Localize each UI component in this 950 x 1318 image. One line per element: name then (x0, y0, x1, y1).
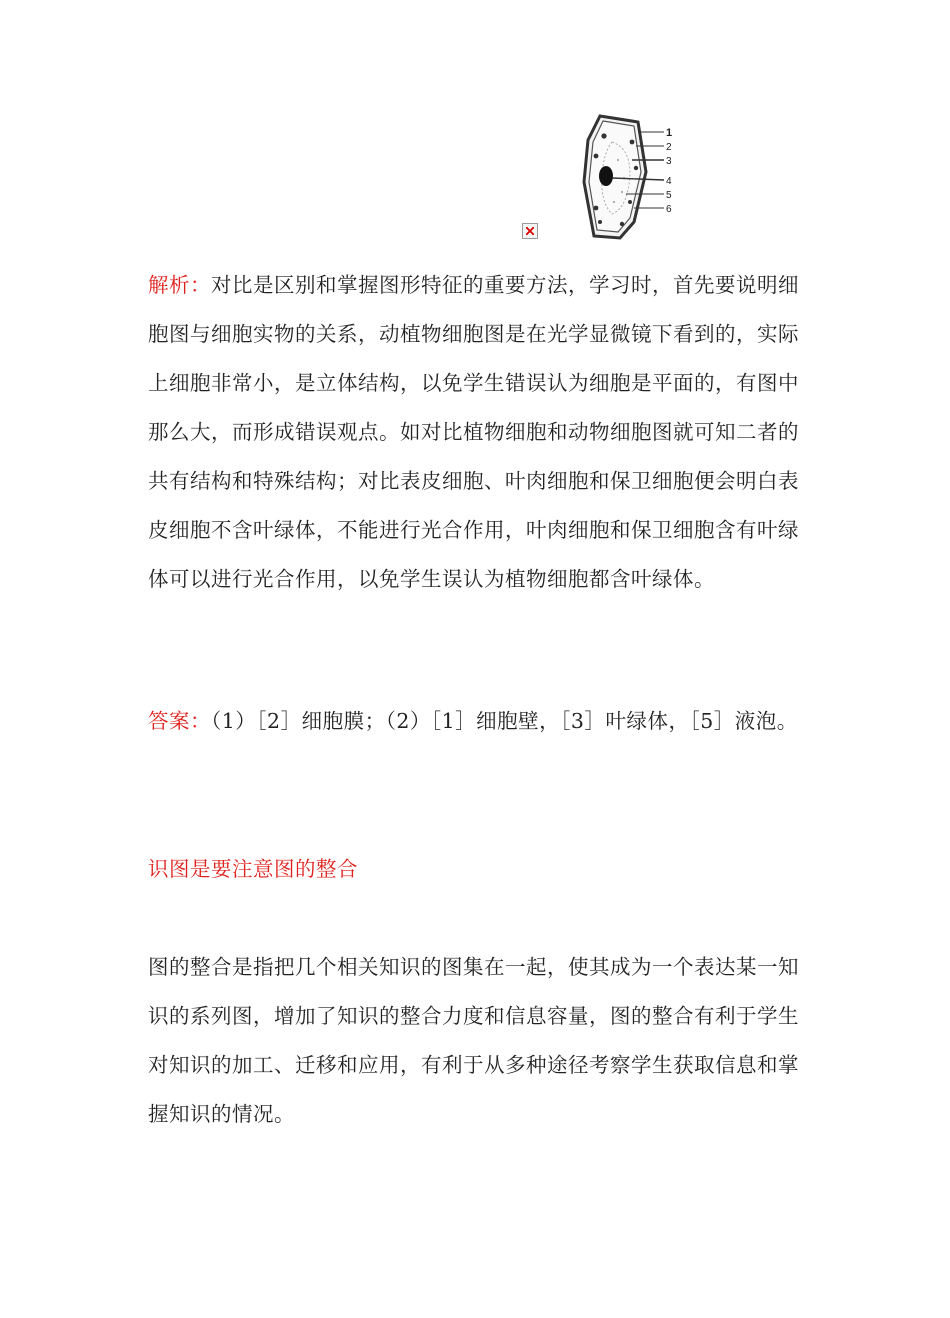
integration-paragraph: 图的整合是指把几个相关知识的图集在一起，使其成为一个表达某一知识的系列图，增加了知识的整合力度和信息容量，图的整合有利于学生对知识的加工、迁移和应用，有利于从多种途径考察学生获取信息和掌握知识的情况。 (148, 955, 799, 1126)
answer-label: 答案： (148, 709, 211, 733)
broken-image-icon (522, 223, 538, 239)
answer-text: （1）［2］细胞膜；（2）［1］细胞壁，［3］叶绿体，［5］液泡。 (211, 709, 798, 733)
answer-paragraph (148, 697, 808, 746)
plant-cell-diagram (560, 112, 685, 244)
section-heading: 识图是要注意图的整合 (148, 857, 358, 881)
analysis-paragraph (148, 261, 808, 604)
label-3: 3 (666, 156, 672, 167)
label-4: 4 (666, 176, 672, 187)
label-2: 2 (666, 142, 672, 153)
label-5: 5 (666, 190, 672, 201)
label-1: 1 (666, 127, 673, 139)
analysis-label: 解析： (148, 273, 211, 297)
analysis-text: 对比是区别和掌握图形特征的重要方法，学习时，首先要说明细胞图与细胞实物的关系，动植物细胞图是在光学显微镜下看到的，实际上细胞非常小，是立体结构，以免学生错误认为细胞是平面的，有图中那么大，而形成错误观点。如对比植物细胞和动物细胞图就可知二者的共有结构和特殊结构；对比表皮细胞、叶肉细胞和保卫细胞便会明白表皮细胞不含叶绿体，不能进行光合作用，叶肉细胞和保卫细胞含有叶绿体可以进行光合作用，以免学生误认为植物细胞都含叶绿体。 (148, 273, 799, 591)
label-6: 6 (666, 204, 672, 215)
